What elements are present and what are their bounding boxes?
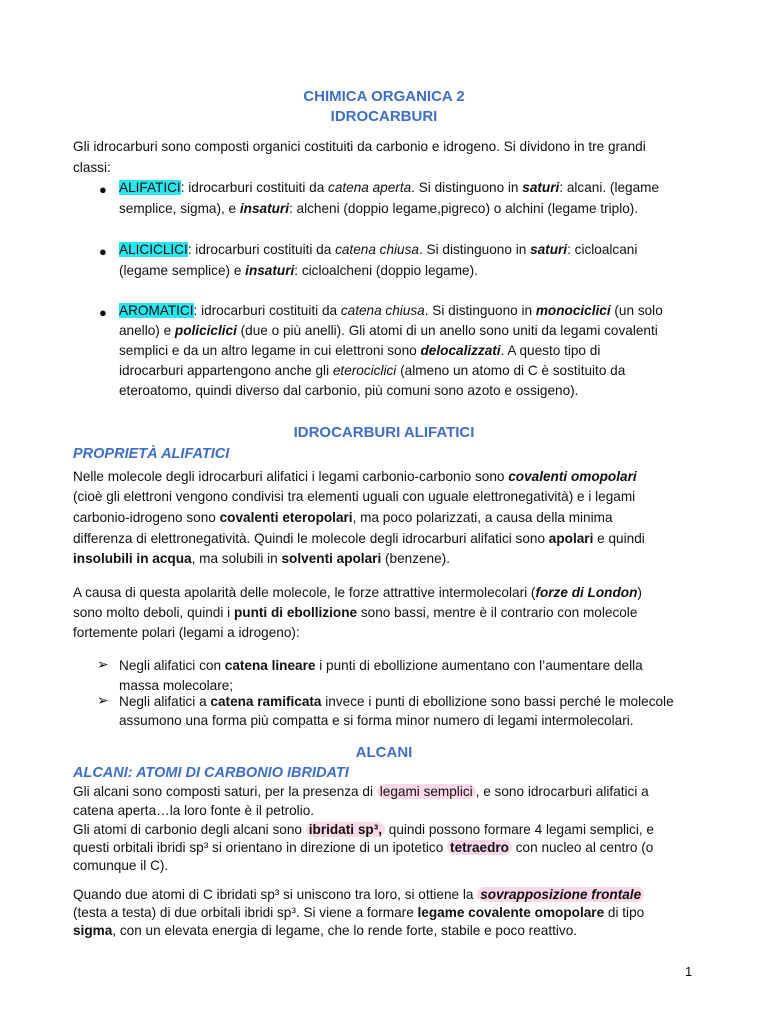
text: policiclici [174, 323, 237, 338]
alifatici-line-1 [119, 178, 659, 198]
text: (legame semplice) e [119, 263, 246, 278]
aliciclici-line-2 [119, 261, 478, 281]
text: semplice, sigma), e [119, 201, 240, 216]
page-number: 1 [685, 964, 693, 979]
highlight-ibridati: ibridati sp³, [306, 822, 385, 837]
text: delocalizzati [420, 343, 501, 358]
text: , ma solubili in [191, 551, 282, 566]
lineare-line-1 [119, 656, 643, 676]
text: . A questo tipo di [500, 343, 601, 358]
sigma-line-2 [73, 903, 644, 923]
text: A causa di questa apolarità delle molecole, le forze attrattive intermolecolari ( [73, 585, 536, 600]
ramificata-line-1 [119, 692, 674, 712]
ramificata-line-2: assumono una forma più compatta e si forma minor numero di legami intermolecolari. [119, 713, 634, 728]
text: Gli alcani sono composti saturi, per la presenza di [73, 784, 377, 799]
text: catena aperta [328, 180, 412, 195]
bullet-icon: ● [99, 244, 107, 259]
text: : alcheni (doppio legame,pigreco) o alchini (legame triplo). [288, 201, 639, 216]
aromatici-label: AROMATICI [119, 303, 194, 318]
text: questi orbitali ibridi sp³ si orientano in direzione di un ipotetico [73, 840, 448, 855]
text: catena chiusa [335, 242, 419, 257]
text: : alcani. (legame [559, 180, 660, 195]
text: semplici e da un altro legame in cui elettroni sono [119, 343, 421, 358]
proprieta-line-2: (cioè gli elettroni vengono condivisi tra elementi uguali con uguale elettronegatività) e i legami [73, 489, 636, 504]
section-title-alcani: ALCANI [355, 744, 413, 761]
aromatici-line-3 [119, 341, 600, 361]
alifatici-line-2 [119, 199, 638, 219]
aromatici-line-5: eteroatomo, quindi diverso dal carbonio, più comuni sono azoto e ossigeno). [119, 383, 579, 398]
text: : idrocarburi costituiti da [193, 303, 341, 318]
aliciclici-line-1 [119, 240, 637, 260]
arrow-bullet-icon: ➢ [97, 656, 109, 672]
text: quindi possono formare 4 legami semplici, e [385, 822, 654, 837]
section-title-idrocarburi-alifatici: IDROCARBURI ALIFATICI [293, 424, 475, 441]
text: covalenti eteropolari [219, 510, 353, 525]
highlight-legami-semplici: legami semplici [377, 784, 476, 799]
london-line-1 [73, 583, 642, 603]
text: carbonio-idrogeno sono [73, 510, 220, 525]
alcani-line-4 [73, 838, 653, 858]
text: Negli alifatici a [119, 694, 211, 709]
text: apolari [548, 531, 594, 546]
text: (almeno un atomo di C è sostituito da [396, 363, 626, 378]
text: legame covalente omopolare [417, 905, 605, 920]
aromatici-line-4 [119, 361, 625, 381]
text: differenza di elettronegatività. Quindi le molecole degli idrocarburi alifatici sono [73, 531, 549, 546]
subheading-alcani-ibridati: ALCANI: ATOMI DI CARBONIO IBRIDATI [73, 765, 349, 781]
proprieta-line-1 [73, 467, 637, 487]
text: e quindi [593, 531, 645, 546]
text: , ma poco polarizzati, a causa della minima [352, 510, 613, 525]
text: : idrocarburi costituiti da [187, 242, 336, 257]
text: . Si distinguono in [424, 303, 536, 318]
subheading-proprieta: PROPRIETÀ ALIFATICI [73, 446, 230, 462]
text: Gli atomi di carbonio degli alcani sono [73, 822, 306, 837]
proprieta-line-4 [73, 529, 645, 549]
text: catena ramificata [210, 694, 322, 709]
text: eterociclici [332, 363, 397, 378]
text: con nucleo al centro (o [511, 840, 654, 855]
text: monociclici [535, 303, 611, 318]
text: sono molto deboli, quindi i [73, 605, 234, 620]
proprieta-line-3 [73, 508, 613, 528]
text: (un solo [610, 303, 663, 318]
text: Negli alifatici con [119, 658, 225, 673]
text: di tipo [604, 905, 645, 920]
text: forze di London [535, 585, 638, 600]
text: : idrocarburi costituiti da [180, 180, 329, 195]
text: (testa a testa) di due orbitali ibridi sp³. Si viene a formare [73, 905, 418, 920]
london-line-3: fortemente polari (legami a idrogeno): [73, 625, 300, 640]
text: punti di ebollizione [233, 605, 358, 620]
highlight-sovrapposizione: sovrapposizione frontale [477, 887, 644, 902]
sigma-line-3 [73, 921, 577, 941]
text: saturi [530, 242, 568, 257]
bullet-icon: ● [99, 305, 107, 320]
text: . Si distinguono in [411, 180, 523, 195]
highlight-tetraedro: tetraedro [447, 840, 512, 855]
text: , con un elevata energia di legame, che lo rende forte, stabile e poco reattivo. [112, 923, 578, 938]
text: sono bassi, mentre è il contrario con molecole [357, 605, 638, 620]
document-subtitle: IDROCARBURI [330, 108, 438, 125]
text: i punti di ebollizione aumentano con l’aumentare della [315, 658, 643, 673]
london-line-2 [73, 603, 637, 623]
text: covalenti omopolari [508, 469, 637, 484]
alcani-line-5: comunque il C). [73, 858, 169, 873]
text: insaturi [239, 201, 289, 216]
arrow-bullet-icon: ➢ [97, 692, 109, 708]
aromatici-line-2 [119, 321, 658, 341]
lineare-line-2: massa molecolare; [119, 678, 234, 693]
text: anello) e [119, 323, 175, 338]
intro-line-1: Gli idrocarburi sono composti organici costituiti da carbonio e idrogeno. Si dividono in tre grandi [73, 139, 646, 154]
alcani-line-2: catena aperta…la loro fonte è il petrolio. [73, 803, 315, 818]
text: insaturi [245, 263, 295, 278]
document-title: CHIMICA ORGANICA 2 [303, 88, 465, 105]
aromatici-line-1 [119, 301, 663, 321]
text: invece i punti di ebollizione sono bassi perché le molecole [321, 694, 674, 709]
text: insolubili in acqua [73, 551, 192, 566]
alifatici-label: ALIFATICI [119, 180, 181, 195]
text: , e sono idrocarburi alifatici a [475, 784, 649, 799]
text: solventi apolari [281, 551, 382, 566]
proprieta-line-5 [73, 549, 450, 569]
text: ) [637, 585, 642, 600]
text: sigma [73, 923, 113, 938]
aliciclici-label: ALICICLICI [119, 242, 188, 257]
bullet-icon: ● [99, 182, 107, 197]
text: Nelle molecole degli idrocarburi alifatici i legami carbonio-carbonio sono [73, 469, 509, 484]
text: idrocarburi appartengono anche gli [119, 363, 333, 378]
text: (due o più anelli). Gli atomi di un anello sono uniti da legami covalenti [236, 323, 658, 338]
text: . Si distinguono in [418, 242, 531, 257]
alcani-line-3 [73, 820, 654, 840]
text: Quando due atomi di C ibridati sp³ si uniscono tra loro, si ottiene la [73, 887, 478, 902]
text: catena chiusa [340, 303, 425, 318]
sigma-line-1 [73, 885, 644, 905]
text: saturi [522, 180, 560, 195]
text: : cicloalcheni (doppio legame). [294, 263, 478, 278]
text: (benzene). [381, 551, 450, 566]
text: catena lineare [224, 658, 316, 673]
alcani-line-1 [73, 782, 649, 802]
intro-line-2: classi: [73, 160, 111, 175]
text: : cicloalcani [567, 242, 638, 257]
